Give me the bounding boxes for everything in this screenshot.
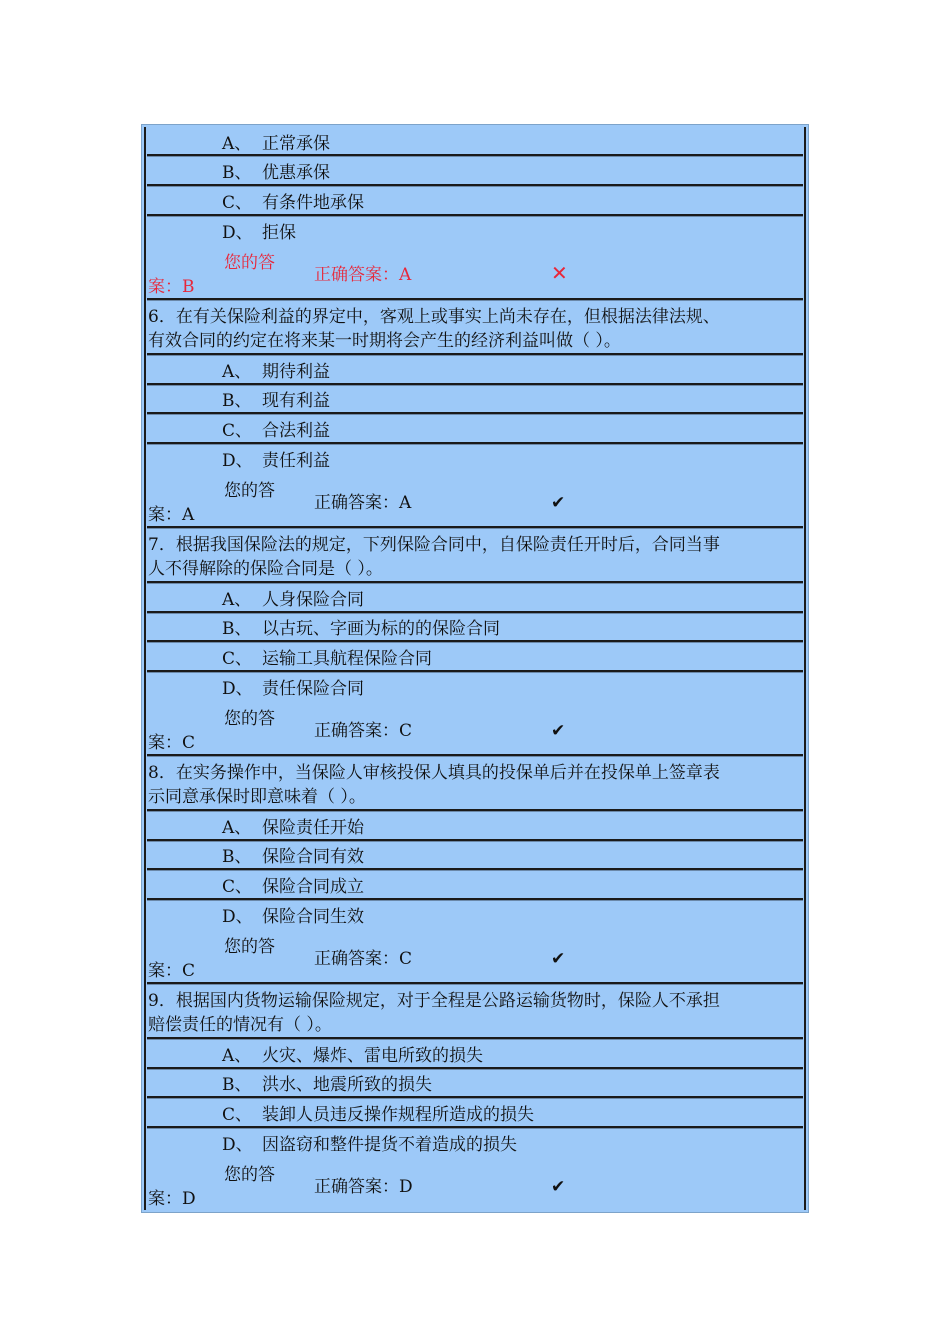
option-letter: B、: [222, 391, 252, 411]
your-answer-label: 您的答: [224, 937, 275, 957]
option-text: 火灾、爆炸、雷电所致的损失: [262, 1046, 483, 1066]
option-text: 优惠承保: [262, 163, 330, 183]
option-text: 保险责任开始: [262, 818, 364, 838]
option-text: 保险合同生效: [262, 907, 364, 927]
option-letter: D、: [222, 907, 253, 927]
row-divider: [147, 670, 803, 673]
your-answer-label: 您的答: [224, 481, 275, 501]
row-divider: [147, 184, 803, 187]
correct-answer: 正确答案：D: [314, 1177, 413, 1197]
option-letter: A、: [222, 590, 252, 610]
row-divider: [147, 839, 803, 842]
question-divider: [147, 982, 803, 985]
option-text: 现有利益: [262, 391, 330, 411]
row-divider: [147, 1037, 803, 1040]
correct-answer: 正确答案：C: [314, 721, 413, 741]
option-letter: C、: [222, 649, 253, 669]
row-divider: [147, 868, 803, 871]
option-text: 以古玩、字画为标的的保险合同: [262, 619, 500, 639]
option-letter: B、: [222, 1075, 252, 1095]
row-divider: [147, 383, 803, 386]
option-letter: D、: [222, 1135, 253, 1155]
row-divider: [147, 353, 803, 356]
question-divider: [147, 526, 803, 529]
option-text: 装卸人员违反操作规程所造成的损失: [262, 1105, 534, 1125]
option-letter: B、: [222, 847, 252, 867]
check-mark-icon: ✔: [551, 721, 566, 741]
row-divider: [147, 442, 803, 445]
row-divider: [147, 1096, 803, 1099]
your-answer-value: 案：B: [148, 277, 195, 297]
option-letter: D、: [222, 451, 253, 471]
wrong-mark-icon: ✕: [551, 261, 568, 285]
question-text-line2: 人不得解除的保险合同是（ ）。: [148, 559, 383, 579]
option-letter: B、: [222, 163, 252, 183]
option-text: 拒保: [262, 223, 296, 243]
your-answer-label: 您的答: [224, 1165, 275, 1185]
option-letter: A、: [222, 818, 252, 838]
option-letter: C、: [222, 877, 253, 897]
option-text: 期待利益: [262, 362, 330, 382]
your-answer-value: 案：D: [148, 1189, 196, 1209]
option-text: 责任利益: [262, 451, 330, 471]
option-letter: A、: [222, 362, 252, 382]
option-text: 有条件地承保: [262, 193, 364, 213]
correct-answer: 正确答案：A: [314, 493, 412, 513]
question-text-line2: 有效合同的约定在将来某一时期将会产生的经济利益叫做（ ）。: [148, 331, 621, 351]
question-text-line1: 9．根据国内货物运输保险规定，对于全程是公路运输货物时，保险人不承担: [148, 991, 720, 1011]
check-mark-icon: ✔: [551, 949, 566, 969]
your-answer-label: 您的答: [224, 253, 275, 273]
option-letter: B、: [222, 619, 252, 639]
option-text: 因盗窃和整件提货不着造成的损失: [262, 1135, 517, 1155]
correct-answer: 正确答案：A: [314, 265, 412, 285]
your-answer-value: 案：C: [148, 961, 196, 981]
row-divider: [147, 1067, 803, 1070]
option-text: 合法利益: [262, 421, 330, 441]
question-text-line1: 7．根据我国保险法的规定，下列保险合同中，自保险责任开时后，合同当事: [148, 535, 720, 555]
quiz-results-sheet: [141, 124, 809, 1213]
question-text-line1: 6．在有关保险利益的界定中，客观上或事实上尚未存在，但根据法律法规、: [148, 307, 720, 327]
correct-answer: 正确答案：C: [314, 949, 413, 969]
option-letter: A、: [222, 134, 252, 154]
option-text: 保险合同成立: [262, 877, 364, 897]
your-answer-value: 案：A: [148, 505, 195, 525]
option-text: 人身保险合同: [262, 590, 364, 610]
option-letter: C、: [222, 193, 253, 213]
option-text: 保险合同有效: [262, 847, 364, 867]
option-letter: C、: [222, 1105, 253, 1125]
option-letter: D、: [222, 679, 253, 699]
option-text: 责任保险合同: [262, 679, 364, 699]
row-divider: [147, 214, 803, 217]
option-text: 洪水、地震所致的损失: [262, 1075, 432, 1095]
question-text-line1: 8．在实务操作中，当保险人审核投保人填具的投保单后并在投保单上签章表: [148, 763, 720, 783]
row-divider: [147, 898, 803, 901]
your-answer-label: 您的答: [224, 709, 275, 729]
row-divider: [147, 809, 803, 812]
check-mark-icon: ✔: [551, 1177, 566, 1197]
row-divider: [147, 581, 803, 584]
option-text: 正常承保: [262, 134, 330, 154]
option-letter: C、: [222, 421, 253, 441]
row-divider: [147, 1126, 803, 1129]
question-text-line2: 赔偿责任的情况有（ ）。: [148, 1015, 332, 1035]
check-mark-icon: ✔: [551, 493, 566, 513]
row-divider: [147, 611, 803, 614]
question-divider: [147, 298, 803, 301]
your-answer-value: 案：C: [148, 733, 196, 753]
row-divider: [147, 412, 803, 415]
question-text-line2: 示同意承保时即意味着（ ）。: [148, 787, 366, 807]
row-divider: [147, 640, 803, 643]
option-text: 运输工具航程保险合同: [262, 649, 432, 669]
option-letter: A、: [222, 1046, 252, 1066]
option-letter: D、: [222, 223, 253, 243]
question-divider: [147, 754, 803, 757]
row-divider: [147, 154, 803, 157]
